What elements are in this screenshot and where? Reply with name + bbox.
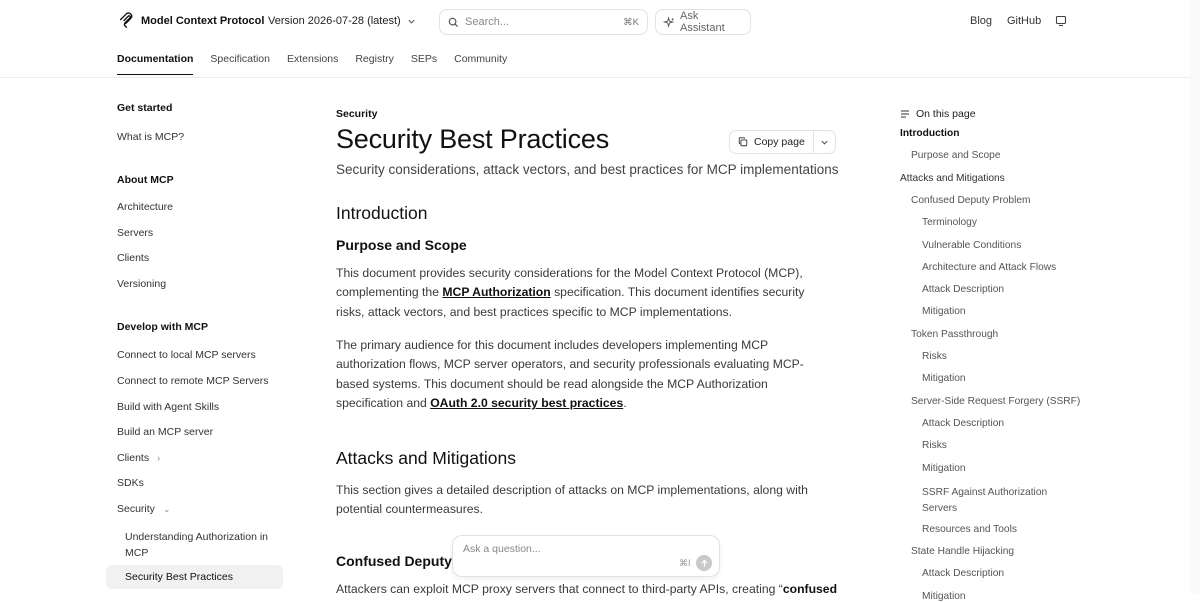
search-icon [448, 17, 459, 28]
sidebar-item-sdks[interactable]: SDKs [117, 477, 144, 489]
search-placeholder: Search... [465, 16, 510, 28]
sidebar-item-label: Clients [117, 452, 150, 464]
copy-page-main[interactable] [730, 131, 814, 153]
toc-item[interactable]: Server-Side Request Forgery (SSRF) [911, 395, 1081, 407]
text-span: . [623, 396, 627, 411]
toc-item[interactable]: SSRF Against Authorization Servers [922, 486, 1048, 515]
toc-item[interactable]: State Handle Hijacking [911, 545, 1015, 557]
paragraph-purpose [336, 264, 836, 322]
toc-item[interactable]: Risks [922, 351, 947, 362]
sidebar-item-security[interactable] [117, 503, 170, 515]
toc-heading [900, 108, 976, 120]
tab-seps[interactable]: SEPs [410, 53, 438, 65]
tab-community[interactable]: Community [454, 53, 508, 65]
toc-heading-label: On this page [916, 108, 976, 120]
sidebar-item-label: Security [117, 503, 155, 515]
tab-specification[interactable]: Specification [210, 53, 270, 65]
toc-item[interactable]: Token Passthrough [911, 328, 999, 340]
ask-assistant-button[interactable] [655, 9, 751, 35]
chevron-down-icon [820, 138, 829, 147]
ask-shortcut: ⌘I [679, 558, 691, 568]
oauth-security-link[interactable]: OAuth 2.0 security best practices [430, 396, 624, 411]
sidebar-item-servers[interactable]: Servers [117, 227, 154, 239]
toc-item[interactable]: Vulnerable Conditions [922, 239, 1022, 251]
text-span: specification. This document identifies security risks, attack vectors, and best practices specific to MCP implementations. [336, 285, 805, 319]
sidebar-item-agent-skills[interactable]: Build with Agent Skills [117, 401, 220, 413]
sidebar-item-architecture[interactable]: Architecture [117, 201, 174, 213]
toc-item[interactable]: Mitigation [922, 462, 966, 474]
tab-extensions[interactable]: Extensions [286, 53, 339, 65]
github-link[interactable]: GitHub [1007, 15, 1042, 27]
text-span: This document provides security considerations for the Model Context Protocol (MCP), complementing the [336, 266, 803, 300]
sidebar-item-understanding-auth[interactable] [125, 529, 268, 561]
toc-item[interactable]: Risks [922, 440, 947, 452]
toc-item[interactable]: Mitigation [922, 590, 966, 602]
sidebar-item-versioning[interactable]: Versioning [117, 278, 167, 290]
toc-item[interactable]: Terminology [922, 217, 977, 229]
copy-page-dropdown[interactable] [814, 138, 835, 147]
sidebar-item-clients[interactable]: Clients [117, 252, 150, 264]
logo[interactable] [118, 12, 264, 29]
sidebar-item-label-line1: Understanding Authorization in [125, 531, 269, 543]
sidebar-item-connect-remote[interactable]: Connect to remote MCP Servers [117, 375, 269, 387]
version-selector[interactable] [268, 15, 416, 27]
nav-tabs [117, 53, 524, 75]
search-shortcut: ⌘K [623, 16, 639, 28]
paragraph-audience [336, 336, 836, 414]
page-subtitle: Security considerations, attack vectors, and best practices for MCP implementations [336, 162, 839, 177]
sidebar-item-label-line2: MCP [125, 547, 149, 559]
top-header [0, 0, 1200, 78]
toc-item[interactable]: Architecture and Attack Flows [922, 261, 1057, 273]
version-label: Version 2026-07-28 (latest) [268, 15, 401, 27]
heading-introduction: Introduction [336, 203, 428, 223]
ask-question-placeholder: Ask a question... [463, 543, 541, 555]
toc-item[interactable]: Introduction [900, 128, 960, 139]
mcp-logo-icon [118, 12, 135, 29]
text-span: Attackers can exploit MCP proxy servers that connect to third-party APIs, creating “ [336, 582, 783, 596]
chevron-right-icon: › [157, 453, 161, 463]
ask-assistant-label: Ask Assistant [680, 10, 725, 34]
tab-registry[interactable]: Registry [355, 53, 394, 65]
sidebar-item-security-best-practices[interactable]: Security Best Practices [125, 571, 233, 583]
toc-item[interactable]: Purpose and Scope [911, 150, 1001, 162]
logo-text: Model Context Protocol [141, 14, 265, 27]
copy-page-label: Copy page [754, 136, 805, 148]
sidebar-item-what-is-mcp[interactable]: What is MCP? [117, 131, 185, 143]
toc-item[interactable]: Resources and Tools [922, 523, 1017, 535]
blog-link[interactable]: Blog [970, 15, 993, 27]
sidebar-item-build-server[interactable]: Build an MCP server [117, 426, 214, 438]
mcp-authorization-link[interactable]: MCP Authorization [442, 285, 551, 300]
arrow-up-icon [700, 559, 709, 568]
paragraph-attacks-intro: This section gives a detailed description of attacks on MCP implementations, along with potential countermeasures. [336, 483, 808, 517]
copy-page-button[interactable] [729, 130, 836, 154]
text-span: The primary audience for this document includes developers implementing MCP authorization flows, MCP server operators, and security professionals evaluating MCP-based systems. This document should be read alongside the MCP Authorization specification and [336, 338, 804, 411]
sparkle-icon [664, 17, 675, 28]
breadcrumb: Security [336, 108, 378, 120]
sidebar-heading-develop: Develop with MCP [117, 321, 209, 333]
toc-item[interactable]: Attack Description [922, 284, 1005, 296]
bold-text: confused [782, 582, 838, 596]
chat-bubble-icon[interactable] [1055, 15, 1067, 27]
heading-confused-deputy: Confused Deputy [336, 553, 452, 569]
list-icon [900, 109, 910, 119]
toc-item[interactable]: Attack Description [922, 568, 1005, 580]
chevron-down-icon [407, 17, 416, 26]
heading-purpose-scope: Purpose and Scope [336, 237, 467, 253]
toc-item[interactable]: Attacks and Mitigations [900, 172, 1005, 184]
sidebar-item-connect-local[interactable]: Connect to local MCP servers [117, 349, 256, 361]
toc-item[interactable]: Attack Description [922, 417, 1005, 429]
sidebar-heading-about: About MCP [117, 174, 174, 186]
tab-documentation[interactable]: Documentation [117, 53, 193, 75]
scrollbar[interactable] [1190, 0, 1200, 594]
paragraph-confused-deputy [336, 580, 836, 599]
send-button[interactable] [696, 555, 712, 571]
sidebar-heading-get-started: Get started [117, 102, 173, 114]
toc-item[interactable]: Confused Deputy Problem [911, 194, 1031, 206]
chevron-down-icon: ⌄ [162, 504, 171, 514]
ask-question-box[interactable] [452, 535, 720, 577]
page-title: Security Best Practices [336, 124, 609, 154]
toc-item[interactable]: Mitigation [922, 306, 966, 318]
toc-item[interactable]: Mitigation [922, 373, 966, 385]
copy-icon [738, 137, 748, 147]
heading-attacks-mitigations: Attacks and Mitigations [336, 448, 516, 468]
search-box[interactable] [439, 9, 648, 35]
sidebar-item-clients-group[interactable] [117, 452, 160, 464]
